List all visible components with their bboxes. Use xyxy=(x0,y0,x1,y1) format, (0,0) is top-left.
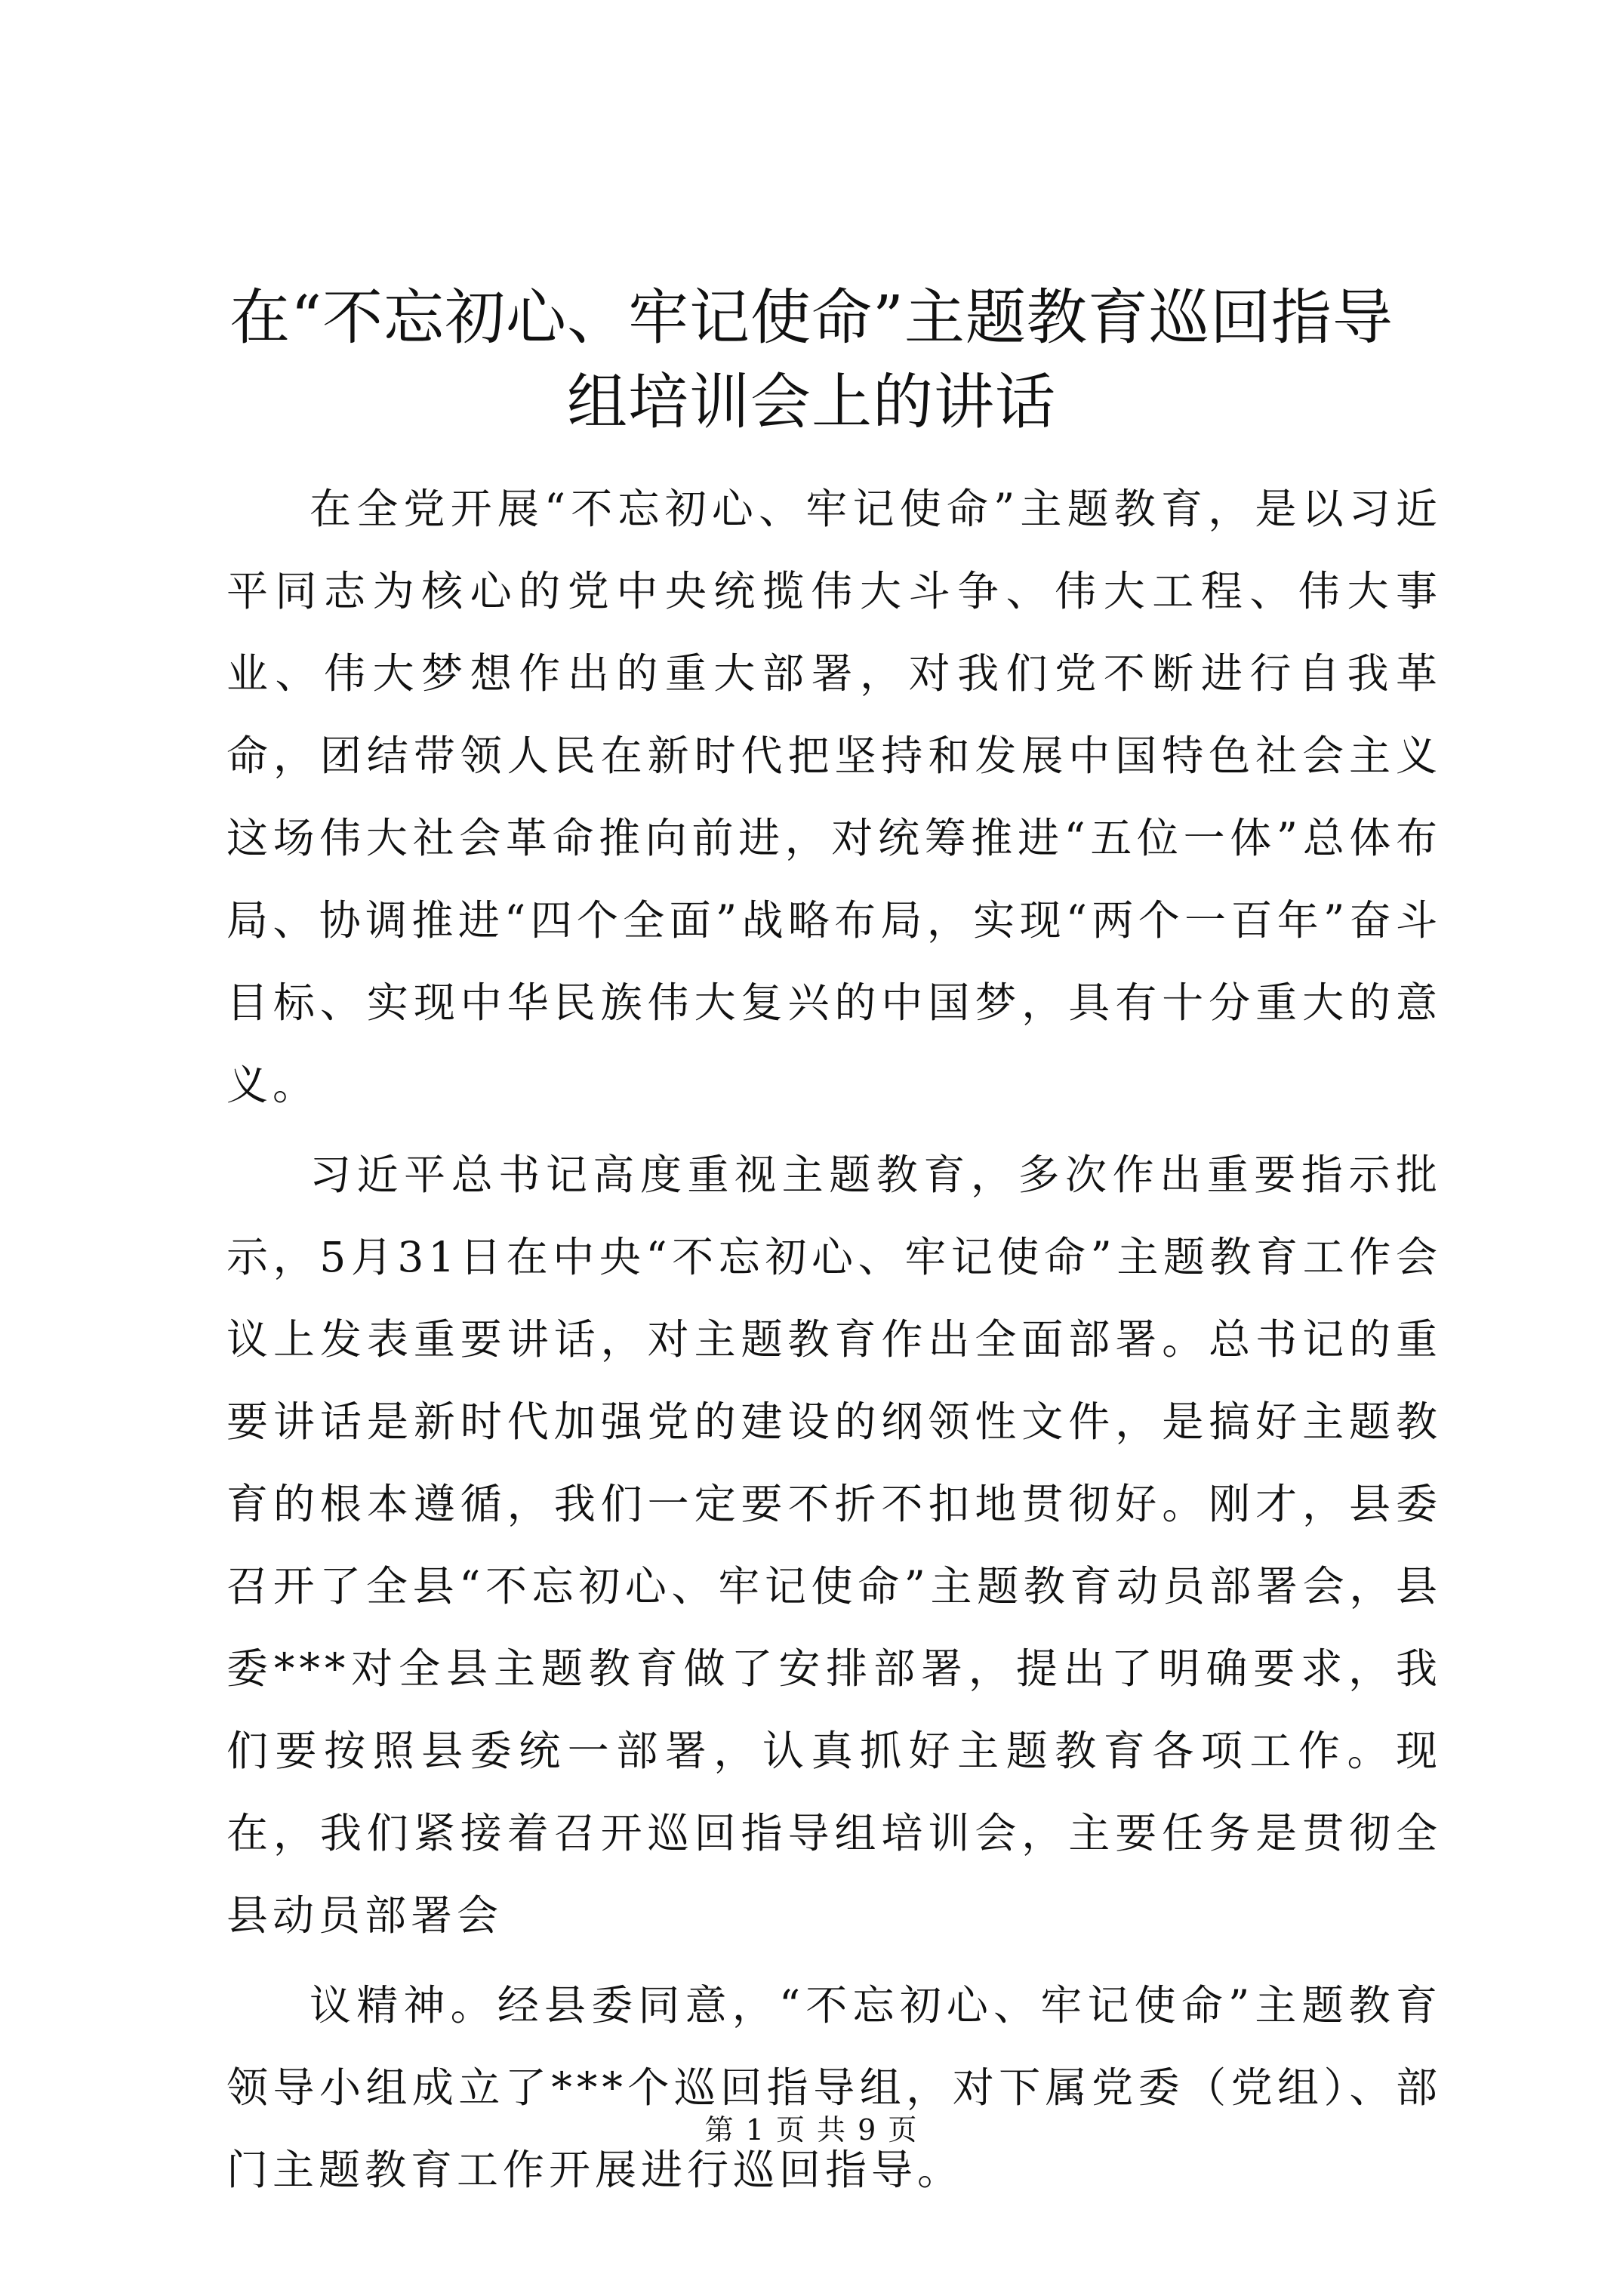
page-number-footer: 第 1 页 共 9 页 xyxy=(704,2113,919,2147)
document-title xyxy=(196,276,1427,445)
paragraph-2: 习近平总书记高度重视主题教育，多次作出重要指示批示，5月31日在中央“不忘初心、牢记使命”主题教育工作会议上发表重要讲话，对主题教育作出全面部署。总书记的重要讲话是新时代加强党的建设的纲领性文件，是搞好主题教育的根本遵循，我们一定要不折不扣地贯彻好。刚才，县委召开了全县“不忘初心、牢记使命”主题教育动员部署会，县委***对全县主题教育做了安排部署，提出了明确要求，我们要按照县委统一部署，认真抓好主题教育各项工作。现在，我们紧接着召开巡回指导组培训会，主要任务是贯彻全县动员部署会 xyxy=(226,1151,1442,1940)
document-body xyxy=(226,468,1442,2211)
title-line-2: 组培训会上的讲话 xyxy=(567,367,1056,437)
paragraph-3: 议精神。经县委同意，“不忘初心、牢记使命”主题教育领导小组成立了***个巡回指导组，对下属党委（党组）、部门主题教育工作开展进行巡回指导。 xyxy=(226,1981,1442,2194)
paragraph-1: 在全党开展“不忘初心、牢记使命”主题教育，是以习近平同志为核心的党中央统揽伟大斗争、伟大工程、伟大事业、伟大梦想作出的重大部署，对我们党不断进行自我革命，团结带领人民在新时代把坚持和发展中国特色社会主义这场伟大社会革命推向前进，对统筹推进“五位一体”总体布局、协调推进“四个全面”战略布局，实现“两个一百年”奋斗目标、实现中华民族伟大复兴的中国梦，具有十分重大的意义。 xyxy=(226,485,1442,1109)
title-line-1: 在“不忘初心、牢记使命”主题教育巡回指导 xyxy=(229,282,1394,353)
